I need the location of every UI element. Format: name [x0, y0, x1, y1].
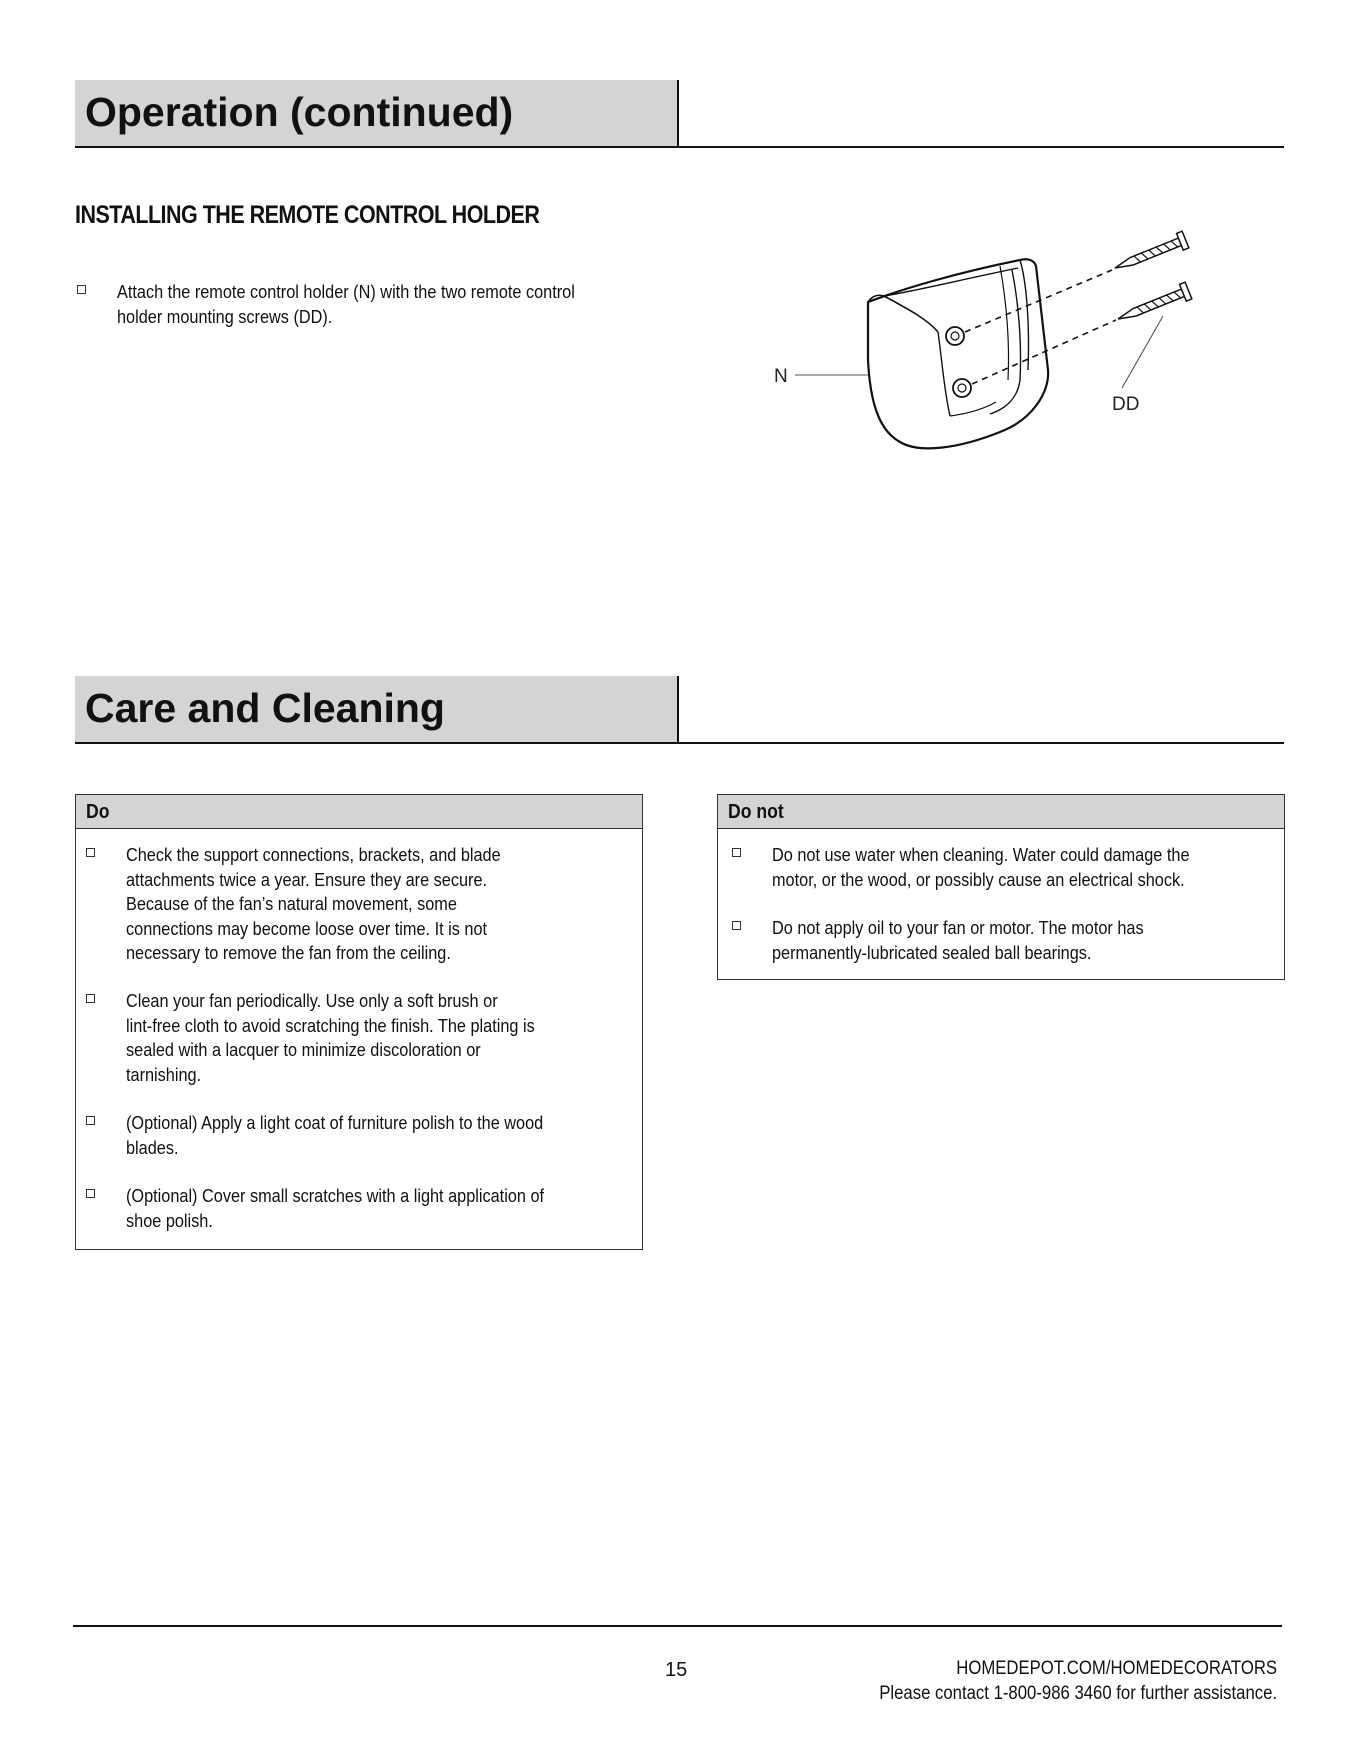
do-not-box [717, 794, 1285, 980]
do-item-text: (Optional) Apply a light coat of furniture polish to the wood blades. [126, 1112, 544, 1158]
operation-section-header [75, 80, 1284, 148]
operation-header-title: Operation (continued) [85, 89, 514, 135]
do-not-box-title: Do not [728, 801, 784, 823]
label-holder-n: N [774, 366, 788, 387]
care-header-band [75, 676, 679, 742]
footer-website: HOMEDEPOT.COM/HOMEDECORATORS [956, 1658, 1277, 1679]
footer-contact: Please contact 1-800-986 3460 for further assistance. [879, 1683, 1277, 1704]
do-not-item-text: Do not use water when cleaning. Water could damage the motor, or the wood, or possibly cause an electrical shock. [772, 844, 1190, 890]
care-section-header [75, 676, 1284, 744]
checkbox-bullet-icon [86, 994, 95, 1003]
remote-holder-illustration [868, 259, 1048, 448]
mounting-screws-icon [1112, 231, 1192, 327]
care-header-title: Care and Cleaning [85, 685, 445, 731]
footer-contact-block [825, 1656, 1277, 1706]
footer-divider [73, 1625, 1282, 1627]
remote-holder-diagram [760, 220, 1220, 480]
checkbox-bullet-icon [86, 1189, 95, 1198]
operation-header-band [75, 80, 679, 146]
checkbox-bullet-icon [732, 848, 741, 857]
installing-step-text: Attach the remote control holder (N) with the two remote control holder mounting screws (DD). [117, 281, 575, 327]
checkbox-bullet-icon [732, 921, 741, 930]
do-box [75, 794, 643, 1250]
do-not-item-text: Do not apply oil to your fan or motor. The motor has permanently-lubricated sealed ball bearings. [772, 917, 1144, 963]
do-box-title: Do [86, 801, 110, 823]
checkbox-bullet-icon [86, 848, 95, 857]
installing-subheading: INSTALLING THE REMOTE CONTROL HOLDER [75, 201, 540, 229]
checkbox-bullet-icon [86, 1116, 95, 1125]
do-item-text: Clean your fan periodically. Use only a soft brush or lint-free cloth to avoid scratching the finish. The plating is sealed with a lacquer to minimize discoloration or tarnishing. [126, 990, 535, 1085]
page-number: 15 [665, 1659, 688, 1681]
do-item-text: Check the support connections, brackets, and blade attachments twice a year. Ensure they are secure. Because of the fan’s natural movement, some connections may become loose over time. It is not necessary to remove the fan from the ceiling. [126, 844, 501, 963]
do-item-text: (Optional) Cover small scratches with a light application of shoe polish. [126, 1185, 545, 1231]
do-box-header [76, 795, 642, 829]
do-not-box-header [718, 795, 1284, 829]
checkbox-bullet-icon [77, 285, 86, 294]
label-screws-dd: DD [1112, 394, 1140, 415]
